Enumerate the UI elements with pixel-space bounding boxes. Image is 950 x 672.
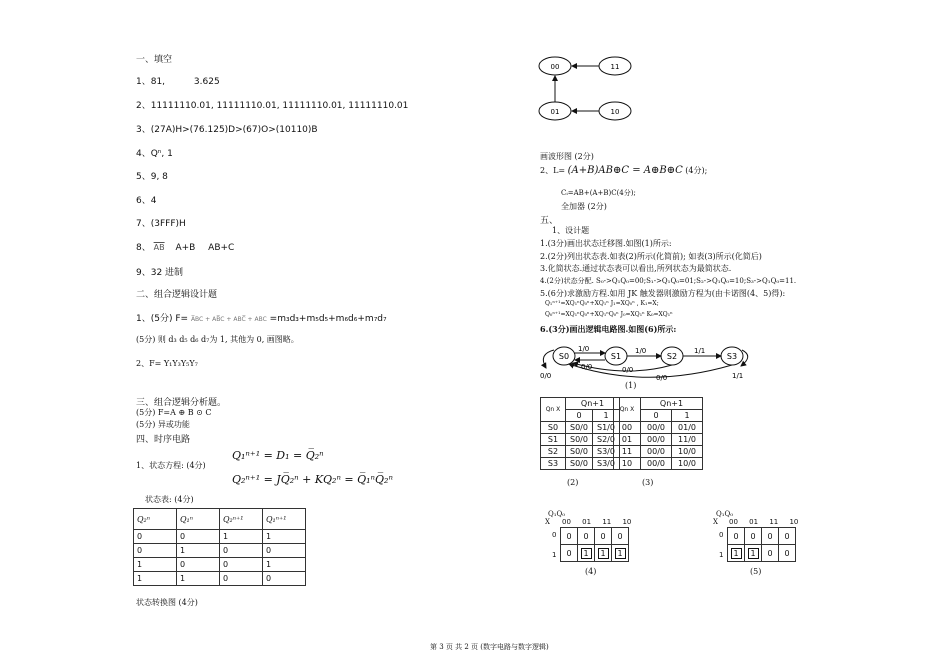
table-cell: 00	[614, 422, 641, 434]
table-cell: S1/0	[593, 422, 620, 434]
l2-score: (4分);	[685, 166, 708, 175]
edge-label: 1/1	[694, 347, 706, 355]
kmap-row	[728, 545, 796, 562]
kmap-row	[561, 528, 629, 545]
step-5-eq-2: Q₀ⁿ⁺¹=XQ₁ⁿQ₀ⁿ+XQ₁ⁿQ₀ⁿ J₀=XQ₁ⁿ K₀=XQ₁ⁿ	[545, 311, 673, 318]
graph-node-label: 01	[550, 108, 560, 116]
edge-label: 0/0	[622, 366, 634, 374]
table-cell: 0	[134, 530, 177, 544]
answer-8-num: 8、	[136, 243, 151, 253]
l2-expression: (A+B)AB⊕C = A⊕B⊕C	[567, 165, 683, 176]
section-5-title: 五、	[540, 216, 559, 226]
kmap-5-vars: Q₁Q₀	[716, 510, 734, 518]
table-cell: 0	[134, 544, 177, 558]
edge-label: 0/0	[656, 374, 668, 382]
table-row	[541, 398, 620, 410]
state-graph	[535, 50, 655, 128]
table-cell: S2/0	[593, 434, 620, 446]
state-label: S0	[558, 352, 570, 361]
kmap-cell: 1	[578, 545, 595, 562]
design-q1-rest: =m₃d₃+m₅d₅+m₆d₆+m₇d₇	[269, 314, 387, 324]
state-eq-2: Q₂ⁿ⁺¹ = JQ̅₂ⁿ + KQ₂ⁿ = Q̅₁ⁿQ̅₂ⁿ	[232, 473, 393, 486]
kmap-row	[561, 545, 629, 562]
kmap-row	[728, 528, 796, 545]
state-eq-label: 1、状态方程: (4分)	[136, 461, 206, 470]
kmap-cell: 0	[578, 528, 595, 545]
section-2-title: 二、组合逻辑设计题	[136, 290, 218, 300]
kmap-cell: 1	[745, 545, 762, 562]
design-q1-lead: 1、(5分) F=	[136, 314, 189, 324]
table-head-cell: Q₂ⁿ⁺¹	[220, 509, 263, 530]
table-cell: S3/0	[593, 446, 620, 458]
table-head-cell: 1	[593, 410, 620, 422]
table-row	[134, 558, 306, 572]
table-cell: 0	[220, 558, 263, 572]
table-head-cell: Q₁ⁿ	[177, 509, 220, 530]
table-cell: S3/0	[593, 458, 620, 470]
table-cell: 10/0	[672, 458, 703, 470]
edge-label: 0/0	[540, 372, 552, 380]
kmap-4-cols: 00 01 11 10	[562, 518, 632, 526]
analysis-a: (5分) F=A ⊕ B ⊙ C	[136, 408, 212, 417]
table-cell: 1	[177, 544, 220, 558]
design-q1	[136, 311, 387, 324]
kmap-5	[727, 527, 796, 562]
table-cell: S0	[541, 422, 566, 434]
table-row	[541, 446, 620, 458]
table-head-cell: 0	[641, 410, 672, 422]
table-corner: Qn X	[541, 398, 566, 422]
table-cell: 0	[177, 558, 220, 572]
kmap-5-row-label: 0	[719, 531, 724, 539]
analysis-b: (5分) 异或功能	[136, 420, 190, 429]
kmap-5-row-label: 1	[719, 551, 724, 559]
section-3-title: 三、组合逻辑分析题。	[136, 398, 227, 408]
table-row	[134, 530, 306, 544]
table-cell: S3	[541, 458, 566, 470]
table-row	[541, 434, 620, 446]
answer-1-num: 1、81,	[136, 77, 166, 87]
ci-line: Cᵢ=AB+(A+B)C(4分);	[561, 189, 636, 197]
kmap-cell: 0	[779, 528, 796, 545]
kmap-4-vars: Q₁Q₀	[548, 510, 566, 518]
adder-line: 全加器 (2分)	[561, 202, 607, 211]
table-cell: 00/0	[641, 446, 672, 458]
table-cell: 1	[134, 558, 177, 572]
table-cell: 1	[134, 572, 177, 586]
state-table-3	[613, 397, 703, 470]
section-1-title: 一、填空	[136, 55, 173, 65]
table-row	[614, 422, 703, 434]
answer-1-value: 3.625	[193, 77, 220, 87]
state-transition-diagram	[536, 336, 756, 392]
table-cell: S0/0	[566, 422, 593, 434]
edge-label: 1/0	[578, 345, 590, 353]
table-row	[614, 458, 703, 470]
table-head-cell: 0	[566, 410, 593, 422]
figure-5-caption: (5)	[750, 567, 762, 576]
table-cell: S0/0	[566, 434, 593, 446]
kmap-4-x: X	[545, 518, 550, 526]
answer-6: 6、4	[136, 196, 157, 206]
figure-4-caption: (4)	[585, 567, 597, 576]
kmap-4-row-label: 1	[552, 551, 557, 559]
design-q1-terms: A̅BC + AB̅C + ABC̅ + ABC	[190, 316, 267, 323]
figure-1-caption: (1)	[625, 381, 637, 390]
page-footer: 第 3 页 共 2 页 (数字电路与数字逻辑)	[430, 643, 549, 651]
table-cell: 0	[263, 544, 306, 558]
answer-9: 9、32 进制	[136, 268, 184, 278]
kmap-4	[560, 527, 629, 562]
kmap-4-row-label: 0	[552, 531, 557, 539]
kmap-cell: 0	[762, 528, 779, 545]
kmap-cell: 1	[595, 545, 612, 562]
step-3: 3.化简状态.通过状态表可以看出,所列状态为最简状态.	[540, 264, 732, 273]
state-table-header	[134, 509, 306, 530]
kmap-cell: 1	[612, 545, 629, 562]
table-cell: 0	[263, 572, 306, 586]
table-cell: 00/0	[641, 458, 672, 470]
figure-3-caption: (3)	[642, 478, 654, 487]
table-cell: 11	[614, 446, 641, 458]
table-cell: 1	[263, 530, 306, 544]
answer-4: 4、Qⁿ, 1	[136, 149, 173, 159]
table-cell: 10/0	[672, 446, 703, 458]
kmap-cell: 0	[595, 528, 612, 545]
state-table-2	[540, 397, 620, 470]
step-4: 4.(2分)状态分配. S₀->Q₁Q₀=00;S₁->Q₁Q₀=01;S₂->Q₁Q₀=10;S₃->Q₁Q₀=11.	[540, 277, 797, 285]
section-5-subtitle: 1、设计题	[552, 226, 590, 235]
answer-8-overbar: $\overline{AB}$	[153, 243, 165, 252]
graph-node-label: 00	[550, 63, 560, 71]
kmap-5-x: X	[713, 518, 718, 526]
design-q1-note: (5分) 则 d₃ d₅ d₆ d₇为 1, 其他为 0, 画图略。	[136, 335, 299, 344]
table-head-cell: Qn+1	[566, 398, 620, 410]
table-row	[614, 434, 703, 446]
table-cell: 00/0	[641, 434, 672, 446]
answer-8-rest: A+B AB+C	[175, 243, 235, 253]
table-row	[614, 398, 703, 410]
table-cell: 1	[263, 558, 306, 572]
step-5-eq-1: Q₁ⁿ⁺¹=XQ₁ⁿQ₀ⁿ+XQ₁ⁿ J₁=XQ₀ⁿ , K₁=X;	[545, 300, 659, 307]
table-cell: S0/0	[566, 458, 593, 470]
state-label: S2	[666, 352, 678, 361]
table-cell: S2	[541, 446, 566, 458]
state-table	[133, 508, 306, 586]
table-head-cell: Qn+1	[641, 398, 703, 410]
answer-1	[136, 74, 220, 87]
edge-label: 0/0	[581, 363, 593, 371]
transition-edge	[569, 364, 732, 377]
answer-5: 5、9, 8	[136, 172, 168, 182]
table-head-cell: Q₂ⁿ	[134, 509, 177, 530]
state-label: S1	[610, 352, 622, 361]
graph-node-label: 10	[610, 108, 620, 116]
waveform-label: 画波形图 (2分)	[540, 152, 594, 161]
figure-2-caption: (2)	[567, 478, 579, 487]
answer-2: 2、11111110.01, 11111110.01, 11111110.01, 11111110.01	[136, 101, 409, 111]
table-row	[541, 422, 620, 434]
table-cell: 10	[614, 458, 641, 470]
state-label: S3	[726, 352, 738, 361]
edge-label: 1/1	[732, 372, 744, 380]
table-cell: 0	[177, 530, 220, 544]
kmap-cell: 0	[779, 545, 796, 562]
edge-label: 1/0	[635, 347, 647, 355]
answer-8	[136, 240, 234, 253]
table-row	[134, 544, 306, 558]
table-cell: 1	[177, 572, 220, 586]
step-6: 6.(3分)画出逻辑电路图.如图(6)所示:	[540, 324, 677, 334]
answer-3: 3、(27A)H>(76.125)D>(67)O>(10110)B	[136, 125, 318, 135]
section-4-title: 四、时序电路	[136, 435, 191, 445]
table-head-cell: Q₁ⁿ⁺¹	[263, 509, 306, 530]
table-cell: S1	[541, 434, 566, 446]
kmap-cell: 0	[612, 528, 629, 545]
table-row	[134, 572, 306, 586]
self-loop	[543, 350, 554, 368]
answer-7: 7、(3FFF)H	[136, 219, 186, 229]
table-row	[614, 446, 703, 458]
table-cell: 11/0	[672, 434, 703, 446]
table-head-cell: 1	[672, 410, 703, 422]
table-cell: 1	[220, 530, 263, 544]
kmap-cell: 0	[745, 528, 762, 545]
state-table-label: 状态表: (4分)	[145, 495, 194, 504]
kmap-cell: 0	[728, 528, 745, 545]
table-cell: 0	[220, 544, 263, 558]
table-cell: 01/0	[672, 422, 703, 434]
l2-line	[540, 165, 707, 176]
kmap-cell: 1	[728, 545, 745, 562]
graph-node-label: 11	[610, 63, 620, 71]
kmap-5-cols: 00 01 11 10	[729, 518, 799, 526]
step-5: 5.(6分)求激励方程.如用 JK 触发器则激励方程为(由卡诺图(4、5)得):	[540, 289, 786, 298]
table-cell: 01	[614, 434, 641, 446]
table-corner: Qn X	[614, 398, 641, 422]
table-cell: 00/0	[641, 422, 672, 434]
kmap-cell: 0	[561, 528, 578, 545]
table-cell: S0/0	[566, 446, 593, 458]
kmap-cell: 0	[561, 545, 578, 562]
l2-prefix: 2、L=	[540, 166, 568, 175]
step-2: 2.(2分)列出状态表.如表(2)所示(化简前); 如表(3)所示(化简后)	[540, 252, 762, 261]
table-row	[541, 458, 620, 470]
step-1: 1.(3分)画出状态迁移图.如图(1)所示:	[540, 239, 672, 248]
state-eq-1: Q₁ⁿ⁺¹ = D₁ = Q̅₂ⁿ	[232, 449, 324, 462]
kmap-cell: 0	[762, 545, 779, 562]
design-q2: 2、F= Y₁Y₃Y₅Y₇	[136, 359, 198, 368]
table-cell: 0	[220, 572, 263, 586]
transition-label: 状态转换图 (4分)	[136, 598, 198, 607]
